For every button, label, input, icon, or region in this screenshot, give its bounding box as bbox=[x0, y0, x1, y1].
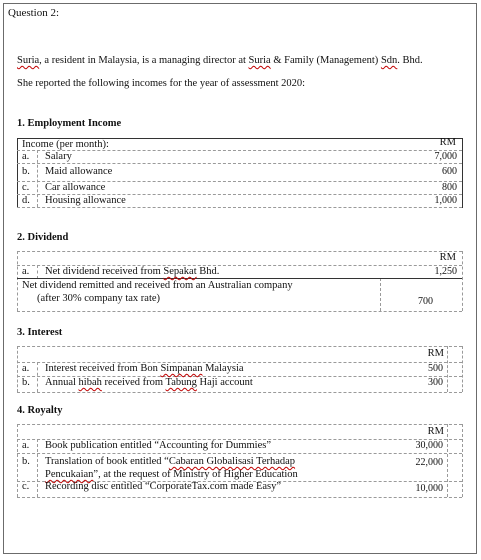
row-label: Maid allowance bbox=[45, 166, 113, 177]
question-title: Question 2: bbox=[8, 7, 60, 19]
table-border bbox=[380, 278, 381, 311]
table-border bbox=[17, 346, 462, 347]
interest-heading: 3. Interest bbox=[17, 327, 63, 338]
table-border bbox=[462, 251, 463, 311]
row-amount: 600 bbox=[442, 166, 457, 177]
label-term: Simpanan bbox=[160, 363, 203, 374]
label-text: Malaysia bbox=[202, 363, 244, 374]
row-amount: 1,250 bbox=[434, 266, 457, 277]
table-border bbox=[17, 207, 462, 208]
label-term: hibah bbox=[78, 377, 102, 388]
row-label-line-2: (after 30% company tax rate) bbox=[37, 293, 161, 304]
row-label: Salary bbox=[45, 151, 72, 162]
row-letter: a. bbox=[22, 266, 30, 277]
label-text: Translation of book entitled “ bbox=[45, 456, 169, 467]
intro-text-1: , a resident in Malaysia, is a managing director at bbox=[39, 55, 249, 66]
company-name: Sepakat bbox=[163, 266, 197, 277]
label-term: Tabung bbox=[165, 377, 197, 388]
row-letter: a. bbox=[22, 151, 30, 162]
row-label-line-2 bbox=[45, 469, 298, 481]
intro-text-3: . Bhd. bbox=[397, 55, 423, 66]
table-border bbox=[447, 346, 448, 392]
table-border bbox=[17, 424, 462, 425]
label-term: Cabaran Globalisasi Terhadap bbox=[168, 456, 296, 467]
row-label bbox=[45, 363, 244, 375]
row-amount: 10,000 bbox=[415, 483, 443, 494]
currency-label: RM bbox=[439, 137, 456, 148]
label-text: Annual bbox=[45, 377, 79, 388]
row-amount: 500 bbox=[428, 363, 443, 374]
table-border bbox=[17, 278, 462, 279]
row-letter: b. bbox=[22, 166, 30, 177]
label-text: Net dividend received from bbox=[45, 266, 164, 277]
row-amount: 7,000 bbox=[434, 151, 457, 162]
currency-label: RM bbox=[427, 426, 444, 437]
intro-company-name: Suria bbox=[248, 55, 271, 66]
table-border bbox=[462, 424, 463, 497]
table-border bbox=[17, 311, 462, 312]
table-border bbox=[462, 346, 463, 392]
row-label-line-1: Net dividend remitted and received from an Australian company bbox=[22, 280, 293, 291]
row-label: Car allowance bbox=[45, 182, 106, 193]
table-border bbox=[17, 392, 462, 393]
royalty-heading: 4. Royalty bbox=[17, 405, 63, 416]
table-border bbox=[17, 453, 462, 454]
row-letter: b. bbox=[22, 456, 30, 467]
label-text: ”, at the request of Ministry of Higher Education bbox=[93, 469, 298, 480]
label-text: Bhd. bbox=[196, 266, 220, 277]
row-amount: 800 bbox=[442, 182, 457, 193]
table-border bbox=[462, 138, 463, 208]
label-text: received from bbox=[101, 377, 166, 388]
intro-sdn: Sdn bbox=[380, 55, 398, 66]
row-letter: c. bbox=[22, 182, 30, 193]
currency-label: RM bbox=[439, 252, 456, 263]
row-amount: 700 bbox=[418, 296, 433, 307]
intro-line-1 bbox=[17, 55, 423, 66]
currency-label: RM bbox=[427, 348, 444, 359]
table-border bbox=[37, 439, 38, 497]
row-letter: c. bbox=[22, 481, 30, 492]
row-label bbox=[45, 377, 253, 389]
table-border bbox=[17, 138, 18, 208]
dividend-heading: 2. Dividend bbox=[17, 232, 69, 243]
table-header: Income (per month): bbox=[22, 139, 109, 150]
intro-line-2: She reported the following incomes for the year of assessment 2020: bbox=[17, 78, 306, 89]
table-border bbox=[17, 251, 18, 311]
intro-name: Suria bbox=[17, 55, 40, 66]
employment-heading: 1. Employment Income bbox=[17, 118, 122, 129]
table-border bbox=[17, 346, 18, 392]
row-letter: b. bbox=[22, 377, 30, 388]
table-border bbox=[17, 424, 18, 497]
row-label bbox=[45, 266, 219, 278]
table-border bbox=[37, 265, 38, 279]
row-amount: 30,000 bbox=[415, 440, 443, 451]
table-border bbox=[17, 163, 462, 164]
table-border bbox=[17, 251, 462, 252]
row-label: Housing allowance bbox=[45, 195, 126, 206]
row-label: Recording disc entitled “CorporateTax.com made Easy” bbox=[45, 481, 282, 492]
table-border bbox=[37, 150, 38, 207]
row-letter: a. bbox=[22, 440, 30, 451]
row-label: Book publication entitled “Accounting for Dummies” bbox=[45, 440, 271, 451]
label-text: Haji account bbox=[196, 377, 253, 388]
intro-text-2: & Family (Management) bbox=[270, 55, 381, 66]
row-amount: 22,000 bbox=[415, 457, 443, 468]
row-letter: a. bbox=[22, 363, 30, 374]
table-border bbox=[17, 497, 462, 498]
label-text: Interest received from Bon bbox=[45, 363, 161, 374]
row-amount: 300 bbox=[428, 377, 443, 388]
table-border bbox=[447, 424, 448, 497]
row-letter: d. bbox=[22, 195, 30, 206]
row-amount: 1,000 bbox=[434, 195, 457, 206]
table-border bbox=[37, 362, 38, 392]
row-label-line-1 bbox=[45, 456, 295, 468]
label-term: Pencukaian bbox=[45, 469, 94, 480]
